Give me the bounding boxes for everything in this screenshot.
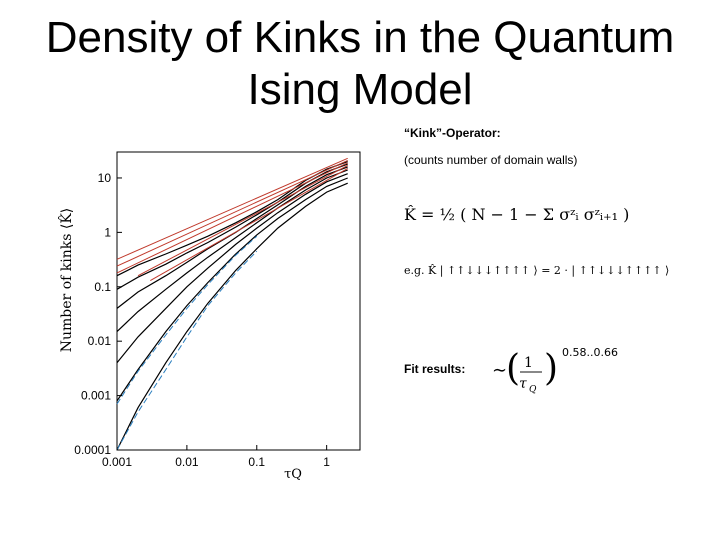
kink-formula: [402, 178, 702, 288]
y-tick-label: 10: [97, 170, 111, 185]
series-line-fit: [138, 165, 348, 275]
y-tick-label: 0.001: [80, 388, 111, 403]
y-tick-label: 0.1: [94, 279, 111, 294]
series-line-fit: [117, 158, 348, 259]
x-tick-label: 0.001: [101, 455, 133, 469]
fit-formula: [492, 342, 692, 397]
kink-operator-formula: K̂ = ½ ( N − 1 − Σ σᶻᵢ σᶻᵢ₊₁ ): [404, 205, 630, 224]
series-line-data: [117, 183, 348, 450]
fit-results-label: Fit results:: [404, 362, 466, 376]
x-tick-label: 1: [323, 455, 330, 469]
y-axis-label: Number of kinks ⟨K̂⟩: [59, 207, 75, 353]
operator-note: (counts number of domain walls): [404, 153, 578, 167]
slide-title: [30, 12, 690, 116]
fit-exponent: 0.58..0.66: [562, 346, 618, 359]
plot-frame: [117, 152, 360, 450]
denominator-subscript: Q: [529, 385, 537, 395]
y-tick-label: 0.0001: [74, 443, 111, 457]
y-tick-label: 0.01: [87, 334, 111, 349]
left-paren: (: [506, 348, 521, 389]
series-line-exact: [117, 251, 257, 450]
series-line-data: [117, 178, 348, 401]
fraction-denominator: τ: [519, 376, 527, 392]
example-formula: e.g. K̂ | ↑↑↓↓↓↑↑↑↑ ⟩ = 2 · | ↑↑↓↓↓↑↑↑↑ ⟩: [404, 264, 670, 277]
tilde-symbol: ∼: [492, 360, 508, 381]
operator-heading: “Kink”-Operator:: [404, 126, 501, 140]
right-paren: ): [544, 348, 559, 389]
fraction-numerator: 1: [524, 355, 533, 371]
kinks-chart: [55, 140, 365, 485]
x-tick-label: 0.01: [175, 455, 199, 469]
series-line-fit: [117, 163, 348, 273]
y-tick-label: 1: [104, 225, 111, 240]
x-axis-label: τQ: [284, 467, 302, 482]
slide-title-line-2: Ising Model: [247, 65, 473, 114]
series-line-fit: [150, 168, 347, 280]
slide-title-line-1: Density of Kinks in the Quantum: [45, 13, 675, 62]
x-tick-label: 0.1: [248, 455, 266, 469]
series-line-fit: [117, 160, 348, 266]
series-line-exact: [117, 236, 257, 404]
